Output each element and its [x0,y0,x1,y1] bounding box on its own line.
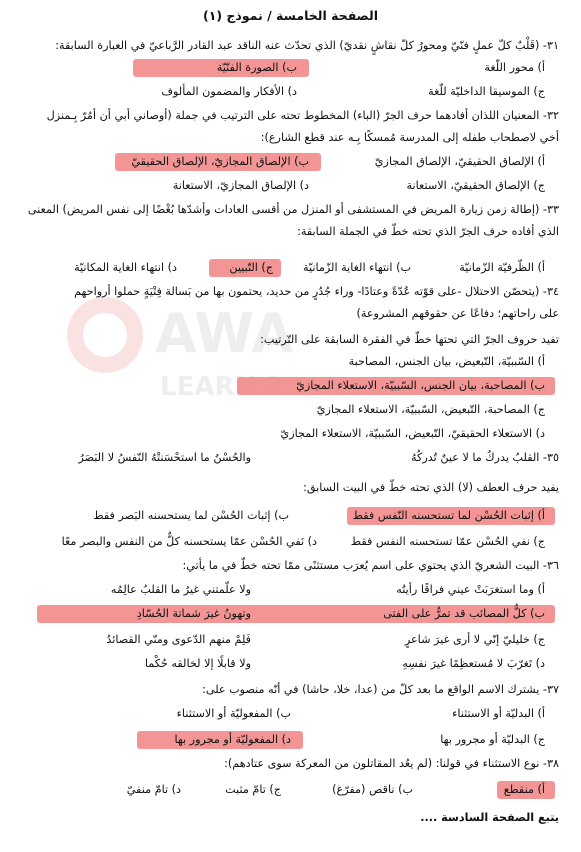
page-footer-continue: يتبع الصفحة السادسة .... [420,811,559,824]
q38-option-a[interactable]: أ) منقطع [503,783,545,796]
q37-stem: ٣٧- يشترك الاسم الواقع ما بعد كلّ من (عدا، خلا، حاشا) في أنّه منصوب على: [202,683,559,696]
q33-stem-line2: الذي أفاده حرف الجرّ الذي تحته خطّ في الجملة السابقة: [297,225,559,238]
q35-option-d[interactable]: د) نَفي الحُسْن عمّا يستحسنه كلٌّ من النفس والبصر معًا [61,535,317,548]
q33-stem-line1: ٣٣- (إطالة زمن زيارة المريض في المستشفى أو المنزل من أقسى العادات وأشدّها بُغْضًا إلى نفس المريض) المعنى [27,203,559,216]
q33-option-d[interactable]: د) انتهاء الغاية المكانيّة [74,261,177,274]
q37-option-d[interactable]: د) المفعوليّة أو مجرور بها [174,733,291,746]
q33-option-b[interactable]: ب) انتهاء الغاية الزّمانيّة [302,261,411,274]
q38-stem: ٣٨- نوع الاستثناء في قولنا: (لم يعُد المقاتلون من المعركة سوى عتادهم): [224,757,559,770]
q35-verse-hemistich-2: والحُسْنُ ما استحْسَنتْهُ النّفسُ لا البَصَرُ [78,451,251,464]
q35-option-c[interactable]: ج) نفي الحُسْن عمّا تستحسنه النفس فقط [350,535,545,548]
q38-option-d[interactable]: د) تامّ منفيّ [126,783,181,796]
q31-stem: ٣١- (قَلْبٌ كلّ عملٍ فنّيّ ومحورُ كلّ نقاشٍ نقديّ) الذي تحدّث عنه الناقد عبد القادر الرَّباعيّ في العبارة السابقة: [55,39,559,52]
q36-option-b-part1[interactable]: ب) كلُّ المصائب قد تمرُّ على الفتى [383,607,545,620]
q36-option-c-part1[interactable]: ج) خليليّ إنّي لا أرى غيرَ شاعرٍ [404,633,545,646]
q36-option-a-part2[interactable]: ولا علّمتني غيرُ ما القلبُ عالِمُه [110,583,251,596]
q38-option-c[interactable]: ج) تامّ مثبت [225,783,281,796]
q35-verse-hemistich-1: ٣٥- القلبُ يدركُ ما لا عينٌ تُدركُهُ [411,451,559,464]
q36-option-d-part2[interactable]: ولا قابلًا إلا لخالقه حُكْما [144,657,251,670]
q34-option-d[interactable]: د) الاستعلاء الحقيقيّ، التّبعيض، السّببيّة، الاستعلاء المجازيّ [280,427,545,440]
q35-option-a[interactable]: أ) إثبات الحُسْن لما تستحسنه النّفس فقط [352,509,545,522]
q31-option-c[interactable]: ج) الموسيقا الداخليّة للّغة [428,85,545,98]
q34-stem-line3: تفيد حروف الجرّ التي تحتها خطّ في الفقرة السابقة على التّرتيب: [260,333,559,346]
q38-option-b[interactable]: ب) ناقص (مفرّغ) [332,783,413,796]
q31-option-d[interactable]: د) الأفكار والمضمون المألوف [161,85,297,98]
q32-option-c[interactable]: ج) الإلصاق الحقيقيّ، الاستعانة [406,179,545,192]
watermark-line1: AWA [155,302,294,365]
q34-option-a[interactable]: أ) السّببيّة، التّبعيض، بيان الجنس، المصاحبة [348,355,545,368]
q32-stem-line2: أخي لاصطحاب طفله إلى المدرسة مُمسكًا بِـه عند قطع الشارع): [260,131,559,144]
q35-option-b[interactable]: ب) إثبات الحُسْن لما يستحسنه البَصر فقط [93,509,289,522]
q37-option-c[interactable]: ج) البدليّة أو مجرور بها [440,733,545,746]
q31-option-b[interactable]: ب) الصورة الفنّيّة [216,61,297,74]
q32-stem-line1: ٣٢- المعنيان اللذان أفادهما حرف الجرّ (الباء) المخطوط تحته على الترتيب في جملة (أوصاني أبي أن أمُرّ بِـمنزل [46,109,559,122]
q34-stem-line2: على راحاتهم؛ دفاعًا عن حقوقهم المشروعة) [356,307,559,320]
q34-stem-line1: ٣٤- (يتحصّن الاحتلال -على قوّته عُدّةً وعتادًا- وراء جُدُرٍ من حديد، يحتمون بها من بَسالة فِتْيَةٍ حملوا أرواحهم [74,285,559,298]
q36-option-a-part1[interactable]: أ) وما استغرَبَتْ عيني فراقًا رأيتُه [396,583,545,596]
q37-option-a[interactable]: أ) البدليّة أو الاستثناء [452,707,545,720]
q31-option-a[interactable]: أ) محور اللّغة [484,61,545,74]
q35-stem: يفيد حرف العطف (لا) الذي تحته خطّ في البيت السابق: [303,481,559,494]
q33-option-c[interactable]: ج) التّبيين [229,261,273,274]
q37-option-b[interactable]: ب) المفعوليّة أو الاستثناء [176,707,291,720]
q34-option-b[interactable]: ب) المصاحبة، بيان الجنس، السّببيّة، الاستعلاء المجازيّ [296,379,545,392]
q32-option-a[interactable]: أ) الإلصاق الحقيقيّ، الإلصاق المجازيّ [374,155,545,168]
page-title: الصفحة الخامسة / نموذج (١) [203,8,378,23]
q36-option-c-part2[interactable]: فَلِمْ منهم الدّعوى ومنّي القصائدُ [106,633,251,646]
watermark-line2: LEARN 2 [160,372,284,402]
q34-option-c[interactable]: ج) المصاحبة، التّبعيض، السّببيّة، الاستعلاء المجازيّ [316,403,545,416]
q36-stem: ٣٦- البيت الشعريّ الذي يحتوي على اسم يُعرَب مستثنًى ممّا تحته خطّ في ما يأتي: [182,559,559,572]
q36-option-b-part2[interactable]: وتهونُ غيرَ شماتة الحُسّادِ [136,607,251,620]
q32-option-b[interactable]: ب) الإلصاق المجازيّ، الإلصاق الحقيقيّ [131,155,309,168]
q36-option-d-part1[interactable]: د) تَغرّبَ لا مُستعظِمًا غيرَ نفسِهِ [402,657,545,670]
q33-option-a[interactable]: أ) الظّرفيّة الزّمانيّة [459,261,545,274]
q32-option-d[interactable]: د) الإلصاق المجازيّ، الاستعانة [172,179,309,192]
